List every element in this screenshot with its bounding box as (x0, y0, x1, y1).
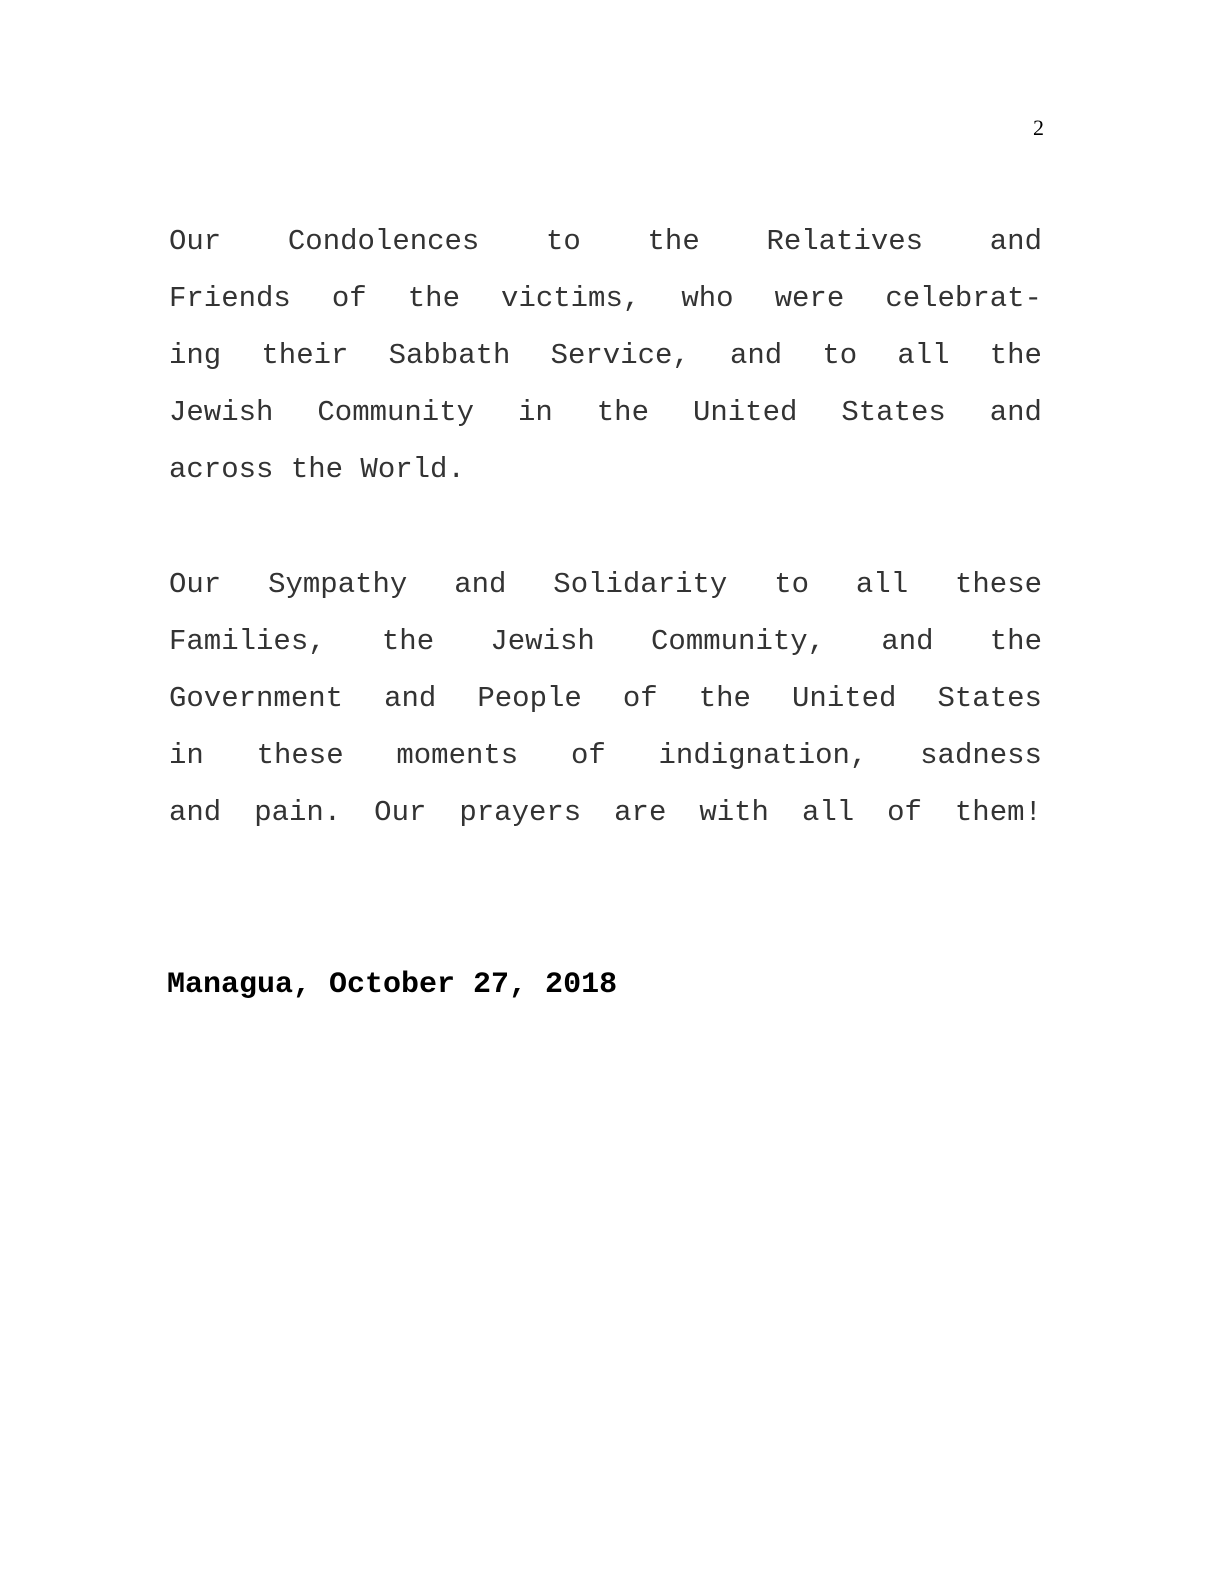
page-number: 2 (1033, 115, 1044, 140)
text-line (169, 327, 1042, 384)
word: Families, (169, 625, 326, 658)
word: and (169, 796, 222, 829)
word: States (937, 682, 1042, 715)
word: pain. (254, 796, 342, 829)
word: in (518, 396, 553, 429)
word: Our (169, 568, 222, 601)
text-line (169, 727, 1042, 784)
word: the (647, 225, 700, 258)
word: prayers (459, 796, 582, 829)
word: moments (396, 739, 519, 772)
word: celebrat- (885, 282, 1042, 315)
word: the (989, 339, 1042, 372)
word: and (989, 396, 1042, 429)
word: and (454, 568, 507, 601)
word: in (169, 739, 204, 772)
word: with (699, 796, 769, 829)
word: these (954, 568, 1042, 601)
word: the (596, 396, 649, 429)
word: who (681, 282, 734, 315)
paragraph-condolences (169, 213, 1042, 498)
word: the (407, 282, 460, 315)
word: victims, (501, 282, 641, 315)
word: the (989, 625, 1042, 658)
word: all (855, 568, 909, 601)
word: Solidarity (553, 568, 728, 601)
word: sadness (920, 739, 1042, 772)
word: Our (169, 225, 222, 258)
word: Friends (169, 282, 291, 315)
word: the (381, 625, 435, 658)
word: their (261, 339, 349, 372)
word: Sabbath (388, 339, 511, 372)
signoff-place-date: Managua, October 27, 2018 (167, 968, 618, 1002)
paragraph-sympathy (169, 556, 1042, 841)
text-line (169, 441, 1042, 498)
word: States (841, 396, 946, 429)
word: and (989, 225, 1042, 258)
word: indignation, (658, 739, 868, 772)
word: Jewish (490, 625, 595, 658)
word: all (801, 796, 855, 829)
word: Condolences (287, 225, 480, 258)
word: of (622, 682, 658, 715)
text-line (169, 213, 1042, 270)
word: them! (954, 796, 1042, 829)
word: ing (169, 339, 222, 372)
word: Community, (651, 625, 826, 658)
word: Community (317, 396, 475, 429)
text-line (169, 270, 1042, 327)
word: to (774, 568, 810, 601)
word: these (256, 739, 344, 772)
word: Service, (550, 339, 690, 372)
word: and (729, 339, 783, 372)
word: United (792, 682, 897, 715)
word: Jewish (169, 396, 274, 429)
word: of (331, 282, 367, 315)
word: United (692, 396, 798, 429)
word: to (822, 339, 858, 372)
word: Sympathy (268, 568, 408, 601)
word: to (546, 225, 581, 258)
text-line (169, 384, 1042, 441)
text-line (169, 556, 1042, 613)
word: and (384, 682, 437, 715)
word: and (881, 625, 934, 658)
word: of (570, 739, 606, 772)
word: the (698, 682, 751, 715)
word: Relatives (766, 225, 924, 258)
word: People (477, 682, 582, 715)
text-line (169, 613, 1042, 670)
word: were (774, 282, 845, 315)
word: all (897, 339, 950, 372)
line-text: across the World. (169, 453, 465, 486)
word: are (614, 796, 667, 829)
word: of (887, 796, 922, 829)
word: Our (374, 796, 427, 829)
text-line (169, 670, 1042, 727)
word: Government (169, 682, 344, 715)
text-line (169, 784, 1042, 841)
